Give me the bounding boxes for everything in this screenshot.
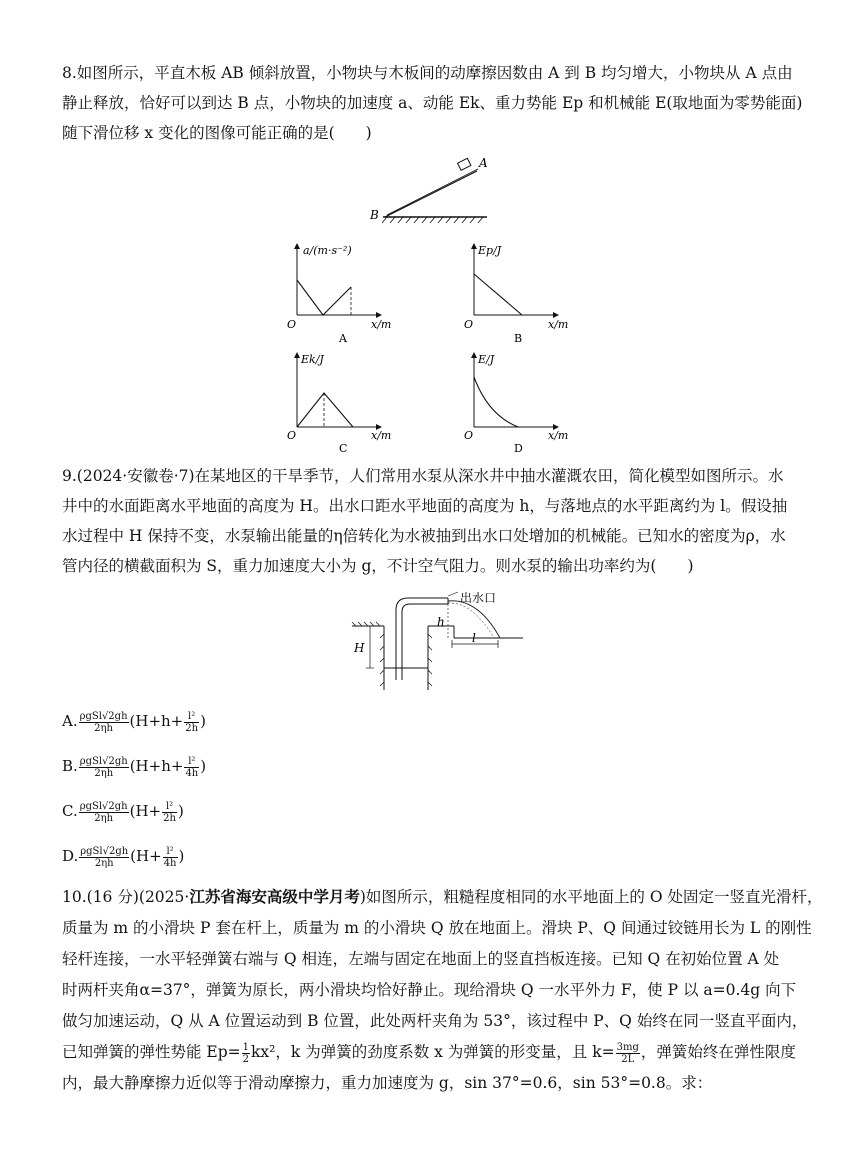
- question-9-text: [62, 461, 807, 581]
- question-10-text: [62, 882, 823, 1099]
- q10-source: 江苏省海安高级中学月考: [189, 888, 360, 906]
- graph-d-origin: O: [464, 429, 474, 442]
- graph-b-xlabel: x/m: [548, 318, 569, 331]
- q9-option-d: D. $\frac{\text{ρgSl√2gh}}{2\eta h}$ (H+ $\frac{\text{l²}}{4h}$ ): [62, 845, 185, 869]
- question-8-text: [62, 58, 807, 148]
- graph-option-c: [283, 345, 413, 455]
- incline-label-b: B: [370, 208, 379, 222]
- label-h-upper: H: [354, 641, 365, 655]
- graph-option-a: [283, 238, 413, 348]
- graph-a-xlabel: x/m: [371, 318, 392, 331]
- q10-line-7: 内，最大静摩擦力近似等于滑动摩擦力，重力加速度为 g，sin 37°=0.6，sin 53°=0.8。求：: [62, 1074, 713, 1092]
- q8-line-1: 8.如图所示，平直木板 AB 倾斜放置，小物块与木板间的动摩擦因数由 A 到 B 均匀增大，小物块从 A 点由: [62, 64, 793, 82]
- q10-line-3: 轻杆连接，一水平轻弹簧右端与 Q 相连，左端与固定在地面上的竖直挡板连接。已知 Q 在初始位置 A 处: [62, 950, 780, 968]
- q10-line-6: 已知弹簧的弹性势能 Ep= $\frac{1}{2}$ kx²，k 为弹簧的劲度系数 x 为弹簧的形变量，且 k= $\frac{3mg}{2L}$ ，弹簧始终在弹性限度: [62, 1041, 796, 1065]
- graph-option-b: [460, 238, 590, 348]
- graph-d-option: D: [514, 442, 523, 455]
- q9-option-b: B. $\frac{\text{ρgSl√2gh}}{2\eta h}$ (H+h+ $\frac{\text{l²}}{4h}$ ): [62, 755, 207, 779]
- water-pump-figure: [348, 590, 528, 694]
- graph-b-option: B: [514, 332, 523, 345]
- q9-option-c: C. $\frac{\text{ρgSl√2gh}}{2\eta h}$ (H+ $\frac{\text{l²}}{2h}$ ): [62, 800, 184, 824]
- label-l: l: [472, 631, 476, 645]
- graph-option-d: [460, 345, 590, 455]
- q8-line-3: 随下滑位移 x 变化的图像可能正确的是( ): [62, 124, 372, 142]
- graph-c-xlabel: x/m: [371, 429, 392, 442]
- q10-line-2: 质量为 m 的小滑块 P 套在杆上，质量为 m 的小滑块 Q 放在地面上。滑块 P、Q 间通过铰链用长为 L 的刚性: [62, 919, 812, 937]
- label-h-lower: h: [437, 615, 445, 629]
- graph-b-ylabel: Ep/J: [478, 244, 502, 257]
- incline-label-a: A: [479, 156, 488, 170]
- graph-a-ylabel: a/(m·s⁻²): [303, 244, 352, 257]
- graph-c-origin: O: [287, 429, 297, 442]
- graph-c-option: C: [339, 442, 348, 455]
- q9-line-1: 9.(2024·安徽卷·7)在某地区的干旱季节，人们常用水泵从深水井中抽水灌溉农田，简化模型如图所示。水: [62, 467, 784, 485]
- q9-line-4: 管内径的横截面积为 S，重力加速度大小为 g，不计空气阻力。则水泵的输出功率约为( ): [62, 557, 694, 575]
- q9-option-a: A. $\frac{\text{ρgSl√2gh}}{2\eta h}$ (H+h+ $\frac{\text{l²}}{2h}$ ): [62, 710, 206, 734]
- label-outlet: 出水口: [460, 591, 497, 605]
- graph-a-origin: O: [287, 318, 297, 331]
- graph-d-xlabel: x/m: [548, 429, 569, 442]
- q10-line-5: 做匀加速运动，Q 从 A 位置运动到 B 位置，此处两杆夹角为 53°，该过程中 P、Q 始终在同一竖直平面内，: [62, 1012, 808, 1030]
- q9-line-3: 水过程中 H 保持不变，水泵输出能量的η倍转化为水被抽到出水口处增加的机械能。已知水的密度为ρ，水: [62, 527, 786, 545]
- graph-c-ylabel: Ek/J: [301, 353, 324, 366]
- q10-line-4: 时两杆夹角α=37°，弹簧为原长，两小滑块均恰好静止。现给滑块 Q 一水平外力 F，使 P 以 a=0.4g 向下: [62, 981, 797, 999]
- q10-line-1: 10.(16 分)(2025·江苏省海安高级中学月考)如图所示，粗糙程度相同的水平地面上的 O 处固定一竖直光滑杆，: [62, 888, 823, 906]
- graph-b-origin: O: [464, 318, 474, 331]
- graph-d-ylabel: E/J: [478, 353, 495, 366]
- incline-figure: [365, 155, 495, 225]
- graph-a-option: A: [339, 332, 347, 345]
- q8-line-2: 静止释放，恰好可以到达 B 点，小物块的加速度 a、动能 Ek、重力势能 Ep 和机械能 E(取地面为零势能面): [62, 94, 803, 112]
- q9-line-2: 井中的水面距离水平地面的高度为 H。出水口距水平地面的高度为 h，与落地点的水平距离约为 l。假设抽: [62, 497, 788, 515]
